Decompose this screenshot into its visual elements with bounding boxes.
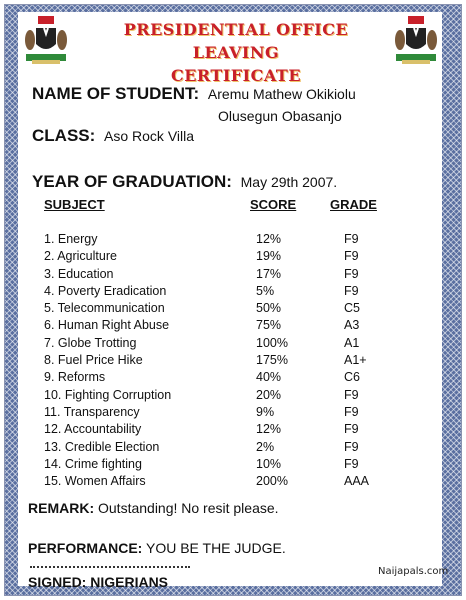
class-row: [32, 126, 194, 146]
subject-cell: 2. Agriculture: [44, 249, 117, 264]
score-cell: 75%: [256, 318, 282, 333]
subject-cell: 3. Education: [44, 266, 114, 281]
score-cell: 200%: [256, 474, 288, 489]
signed-row: [28, 574, 168, 590]
remark-label: REMARK:: [28, 500, 95, 516]
table-row: [0, 353, 466, 370]
grade-cell: A3: [344, 318, 360, 333]
subject-cell: 14. Crime fighting: [44, 456, 142, 471]
graduation-value: May 29th 2007.: [240, 174, 338, 190]
table-row: [0, 284, 466, 301]
graduation-row: [32, 172, 337, 192]
score-cell: 17%: [256, 266, 282, 281]
grade-cell: F9: [344, 249, 359, 264]
grade-header: GRADE: [330, 197, 377, 212]
title-line-1: PRESIDENTIAL OFFICE LEAVING: [123, 20, 349, 62]
performance-label: PERFORMANCE:: [28, 540, 143, 556]
subject-header: SUBJECT: [44, 197, 105, 212]
signed-label: SIGNED:: [28, 574, 87, 590]
subject-cell: 4. Poverty Eradication: [44, 283, 167, 298]
table-row: [0, 457, 466, 474]
score-cell: 12%: [256, 232, 282, 246]
table-row: [0, 388, 466, 405]
score-header: SCORE: [250, 197, 297, 212]
score-cell: 2%: [256, 439, 275, 454]
subject-cell: 7. Globe Trotting: [44, 335, 137, 350]
table-row: [0, 249, 466, 266]
student-name-row: [32, 84, 356, 104]
certificate-title: [88, 18, 384, 87]
subject-cell: 15. Women Affairs: [44, 474, 146, 489]
name-value: Aremu Mathew Okikiolu: [207, 86, 356, 102]
coat-of-arms-icon: [392, 14, 440, 66]
performance-row: [28, 540, 286, 556]
score-cell: 10%: [256, 456, 282, 471]
grade-cell: A1: [344, 335, 360, 350]
table-row: [0, 267, 466, 284]
table-row: [0, 301, 466, 318]
grade-cell: F9: [344, 283, 359, 298]
grade-cell: F9: [344, 387, 359, 402]
subject-cell: 8. Fuel Price Hike: [44, 353, 143, 368]
signed-value: NIGERIANS: [90, 574, 169, 590]
score-cell: 40%: [256, 370, 282, 385]
score-cell: 100%: [256, 335, 288, 350]
table-row: [0, 232, 466, 249]
graduation-label: YEAR OF GRADUATION:: [32, 172, 232, 191]
subject-cell: 13. Credible Election: [44, 439, 160, 454]
grade-cell: C6: [344, 370, 360, 385]
name-label: NAME OF STUDENT:: [32, 84, 200, 103]
grade-cell: F9: [344, 439, 359, 454]
score-cell: 12%: [256, 422, 282, 437]
performance-value: YOU BE THE JUDGE.: [145, 540, 286, 556]
remark-value: Outstanding! No resit please.: [98, 500, 279, 516]
subject-cell: 12. Accountability: [44, 422, 142, 437]
title-line-2: CERTIFICATE: [170, 66, 302, 85]
remark-row: [28, 500, 279, 516]
class-label: CLASS:: [32, 126, 96, 145]
subject-cell: 1. Energy: [44, 232, 98, 246]
coat-of-arms-icon: [22, 14, 70, 66]
grade-cell: AAA: [344, 474, 370, 489]
table-row: [0, 422, 466, 439]
grade-cell: A1+: [344, 353, 367, 368]
class-value: Aso Rock Villa: [104, 128, 195, 144]
grade-cell: F9: [344, 422, 359, 437]
score-cell: 175%: [256, 353, 288, 368]
score-cell: 5%: [256, 283, 275, 298]
subject-cell: 9. Reforms: [44, 370, 106, 385]
grade-cell: F9: [344, 404, 359, 419]
table-row: [0, 440, 466, 457]
table-row: [0, 405, 466, 422]
grade-cell: F9: [344, 456, 359, 471]
signature-line: [30, 566, 190, 568]
score-cell: 19%: [256, 249, 282, 264]
subject-cell: 6. Human Right Abuse: [44, 318, 170, 333]
score-cell: 50%: [256, 301, 282, 316]
watermark-text: Naijapals.com: [378, 566, 449, 577]
results-table: [0, 232, 466, 491]
grade-cell: F9: [344, 232, 359, 246]
grade-cell: F9: [344, 266, 359, 281]
name-value-line-2: Olusegun Obasanjo: [218, 108, 342, 124]
score-cell: 20%: [256, 387, 282, 402]
table-row: [0, 370, 466, 387]
table-row: [0, 318, 466, 335]
table-row: [0, 474, 466, 491]
subject-cell: 11. Transparency: [44, 404, 140, 419]
score-cell: 9%: [256, 404, 275, 419]
subject-cell: 5. Telecommunication: [44, 301, 165, 316]
subject-cell: 10. Fighting Corruption: [44, 387, 172, 402]
table-row: [0, 336, 466, 353]
grade-cell: C5: [344, 301, 360, 316]
